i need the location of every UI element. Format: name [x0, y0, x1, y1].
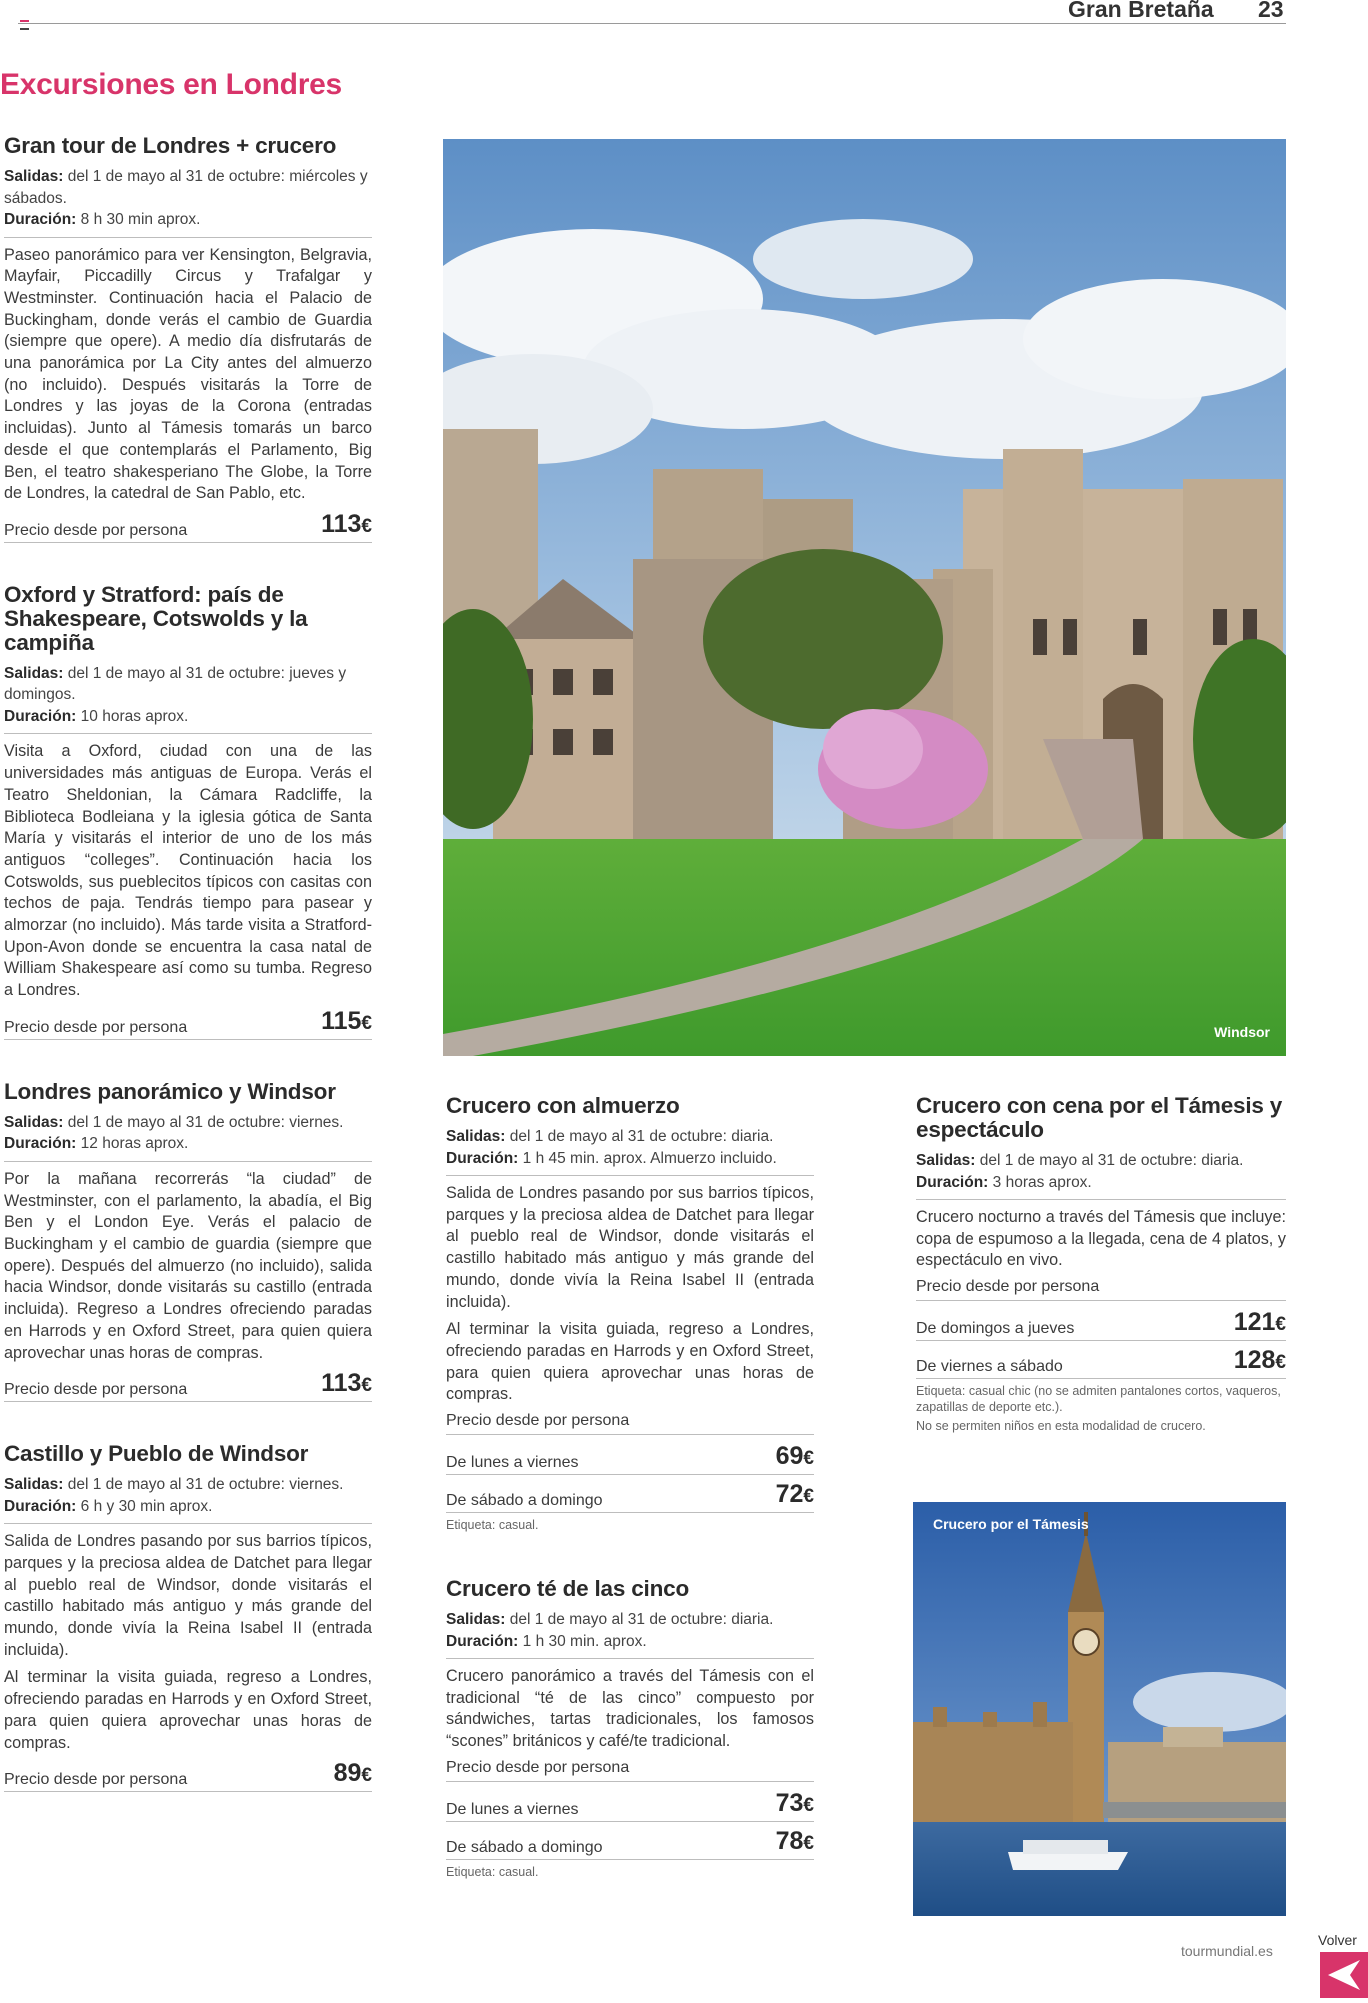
divider — [4, 1161, 372, 1162]
tour-departures: Salidas: del 1 de mayo al 31 de octubre: diaria. — [916, 1152, 1244, 1169]
price-row-label: De lunes a viernes — [446, 1454, 579, 1472]
header-country: Gran Bretaña — [1068, 0, 1214, 22]
tour-gran-tour — [4, 134, 372, 543]
page-number: 23 — [1258, 0, 1284, 22]
tour-oxford-stratford — [4, 583, 372, 1040]
tour-duration: Duración: 12 horas aprox. — [4, 1135, 189, 1153]
tour-duration: Duración: 8 h 30 min aprox. — [4, 211, 201, 228]
tour-departures: Salidas: del 1 de mayo al 31 de octubre: miércoles y sábados. — [4, 168, 368, 207]
tour-title: Crucero con cena por el Támesis y espectáculo — [916, 1093, 1283, 1142]
tour-duration: Duración: 3 horas aprox. — [916, 1173, 1092, 1191]
tour-duration: Duración: 1 h 45 min. aprox. Almuerzo incluido. — [446, 1149, 777, 1167]
tour-note: No se permiten niños en esta modalidad de crucero. — [916, 1419, 1206, 1434]
price-value: 89€ — [333, 1759, 372, 1788]
tour-description: Salida de Londres pasando por sus barrios típicos, parques y la preciosa aldea de Datchet para llegar al pueblo real de Windsor, donde visitarás el castillo habitado más antiguo y más grande del mundo, donde vivía la Reina Isabel II (entrada incluida). — [4, 1532, 372, 1659]
page-marker-icon — [20, 20, 29, 30]
tour-title: Gran tour de Londres + crucero — [4, 133, 337, 158]
price-value: 73€ — [775, 1788, 814, 1817]
tour-description: Paseo panorámico para ver Kensington, Belgravia, Mayfair, Piccadilly Circus y Trafalgar y Westminster. Continuación hacia el Palacio de Buckingham, donde verás el cambio de Guardia (siempre que opere). A medio día disfrutarás de una panorámica por La City antes del almuerzo (no incluido). Después visitarás la Torre de Londres y las joyas de la Corona (entradas incluidas). Junto al Támesis tomarás un barco desde el que contemplarás el Parlamento, Big Ben, el teatro shakesperiano The Globe, la Torre de Londres, la catedral de San Pablo, etc. — [4, 245, 372, 503]
price-label: Precio desde por persona — [4, 1018, 188, 1036]
tour-castillo-windsor — [4, 1442, 372, 1792]
price-label: Precio desde por persona — [4, 1381, 188, 1399]
tour-description: Crucero nocturno a través del Támesis que incluye: copa de espumoso a la llegada, cena de 4 platos, y espectáculo en vivo. — [916, 1208, 1286, 1270]
price-label: Precio desde por persona — [4, 521, 188, 539]
price-value: 128€ — [1233, 1346, 1286, 1375]
price-row — [916, 1307, 1286, 1341]
price-row — [446, 1479, 814, 1513]
thames-cruise-photo — [913, 1502, 1286, 1916]
price-label: Precio desde por persona — [916, 1278, 1286, 1301]
price-value: 72€ — [775, 1480, 814, 1509]
left-column — [4, 134, 372, 1792]
middle-column — [446, 1094, 814, 1880]
price-label: Precio desde por persona — [446, 1412, 814, 1435]
price-line — [4, 1370, 372, 1402]
price-row-label: De lunes a viernes — [446, 1800, 579, 1818]
tour-departures: Salidas: del 1 de mayo al 31 de octubre: diaria. — [446, 1611, 774, 1629]
divider — [4, 733, 372, 734]
price-line — [4, 1008, 372, 1040]
tour-description: Crucero panorámico a través del Támesis con el tradicional “té de las cinco” compuesto por sándwiches, tartas tradicionales, los famosos “scones” británicos y café/te tradicional. — [446, 1667, 814, 1751]
price-row — [446, 1441, 814, 1475]
price-value: 113€ — [321, 509, 372, 538]
price-row — [916, 1345, 1286, 1379]
tour-departures: Salidas: del 1 de mayo al 31 de octubre: diaria. — [446, 1128, 774, 1145]
header-rule — [18, 23, 1286, 24]
tour-title: Oxford y Stratford: país de Shakespeare, Cotswolds y la campiña — [4, 581, 308, 655]
price-row-label: De sábado a domingo — [446, 1838, 603, 1856]
windsor-castle-photo — [443, 139, 1286, 1056]
tour-londres-windsor — [4, 1080, 372, 1402]
tour-description: Por la mañana recorrerás “la ciudad” de Westminster, con el parlamento, la abadía, el Big Ben y el London Eye. Verás el palacio de Buckingham y el cambio de guardia (siempre que opere). Después del almuerzo (no incluido), salida hacia Windsor, donde visitarás su castillo (entrada incluida). Regreso a Londres ofreciendo paradas en Harrods y en Oxford Street, para quien quiera aprovechar unas horas de compras. — [4, 1169, 372, 1362]
divider — [446, 1175, 814, 1176]
price-row-label: De viernes a sábado — [916, 1358, 1063, 1376]
tour-description: Al terminar la visita guiada, regreso a Londres, ofreciendo paradas en Harrods y en Oxford Street, para quien quiera aprovechar unas horas de compras. — [4, 1668, 372, 1752]
tour-note: Etiqueta: casual. — [446, 1864, 539, 1879]
price-row-label: De domingos a jueves — [916, 1320, 1075, 1338]
price-line — [4, 1760, 372, 1792]
back-label: Volver — [1318, 1932, 1357, 1948]
price-label: Precio desde por persona — [446, 1759, 814, 1782]
section-title: Excursiones en Londres — [0, 68, 342, 101]
tour-crucero-almuerzo — [446, 1094, 814, 1533]
tour-duration: Duración: 6 h y 30 min aprox. — [4, 1497, 213, 1515]
divider — [4, 237, 372, 238]
tour-departures: Salidas: del 1 de mayo al 31 de octubre: viernes. — [4, 1113, 344, 1131]
photo-caption: Windsor — [1214, 1024, 1270, 1040]
tour-note: Etiqueta: casual chic (no se admiten pantalones cortos, vaqueros, zapatillas de deporte etc.). — [916, 1384, 1281, 1415]
tour-title: Londres panorámico y Windsor — [4, 1078, 336, 1104]
price-value: 121€ — [1233, 1308, 1286, 1337]
back-arrow-icon — [1320, 1952, 1368, 1998]
tour-crucero-cena — [916, 1094, 1286, 1434]
divider — [446, 1658, 814, 1659]
price-value: 113€ — [321, 1369, 372, 1398]
tour-description: Al terminar la visita guiada, regreso a Londres, ofreciendo paradas en Harrods y en Oxford Street, para quien quiera aprovechar unas horas de compras. — [446, 1320, 814, 1404]
price-row-label: De sábado a domingo — [446, 1492, 603, 1510]
price-label: Precio desde por persona — [4, 1771, 188, 1789]
price-row — [446, 1826, 814, 1860]
right-column — [916, 1094, 1286, 1434]
footer-url[interactable]: tourmundial.es — [1181, 1943, 1273, 1959]
photo-caption: Crucero por el Támesis — [933, 1516, 1089, 1532]
price-value: 69€ — [775, 1442, 814, 1471]
tour-departures: Salidas: del 1 de mayo al 31 de octubre: viernes. — [4, 1476, 344, 1494]
divider — [916, 1199, 1286, 1200]
tour-title: Castillo y Pueblo de Windsor — [4, 1441, 309, 1467]
tour-note: Etiqueta: casual. — [446, 1518, 539, 1533]
back-button[interactable] — [1316, 1932, 1368, 2000]
price-value: 78€ — [775, 1826, 814, 1855]
tour-crucero-te — [446, 1577, 814, 1880]
tour-duration: Duración: 1 h 30 min. aprox. — [446, 1632, 647, 1650]
price-value: 115€ — [321, 1006, 372, 1035]
divider — [4, 1523, 372, 1524]
tour-duration: Duración: 10 horas aprox. — [4, 707, 189, 725]
tour-title: Crucero con almuerzo — [446, 1093, 680, 1118]
tour-title: Crucero té de las cinco — [446, 1576, 689, 1602]
tour-departures: Salidas: del 1 de mayo al 31 de octubre: jueves y domingos. — [4, 664, 347, 704]
tour-description: Visita a Oxford, ciudad con una de las universidades más antiguas de Europa. Verás el Teatro Sheldonian, la Cámara Radcliffe, la Biblioteca Bodleiana y la iglesia gótica de Santa María y visitarás el interior de uno de los más antiguos “colleges”. Continuación hacia los Cotswolds, sus pueblecitos típicos con casitas con techos de paja. Tendrás tiempo para pasear y almorzar (no incluido). Más tarde visita a Stratford-Upon-Avon donde se encuentra la casa natal de William Shakespeare así como su tumba. Regreso a Londres. — [4, 742, 372, 1000]
tour-description: Salida de Londres pasando por sus barrios típicos, parques y la preciosa aldea de Datchet para llegar al pueblo real de Windsor, donde visitarás el castillo habitado más antiguo y más grande del mundo, donde vivía la Reina Isabel II (entrada incluida). — [446, 1184, 814, 1311]
price-row — [446, 1788, 814, 1822]
price-line — [4, 511, 372, 543]
